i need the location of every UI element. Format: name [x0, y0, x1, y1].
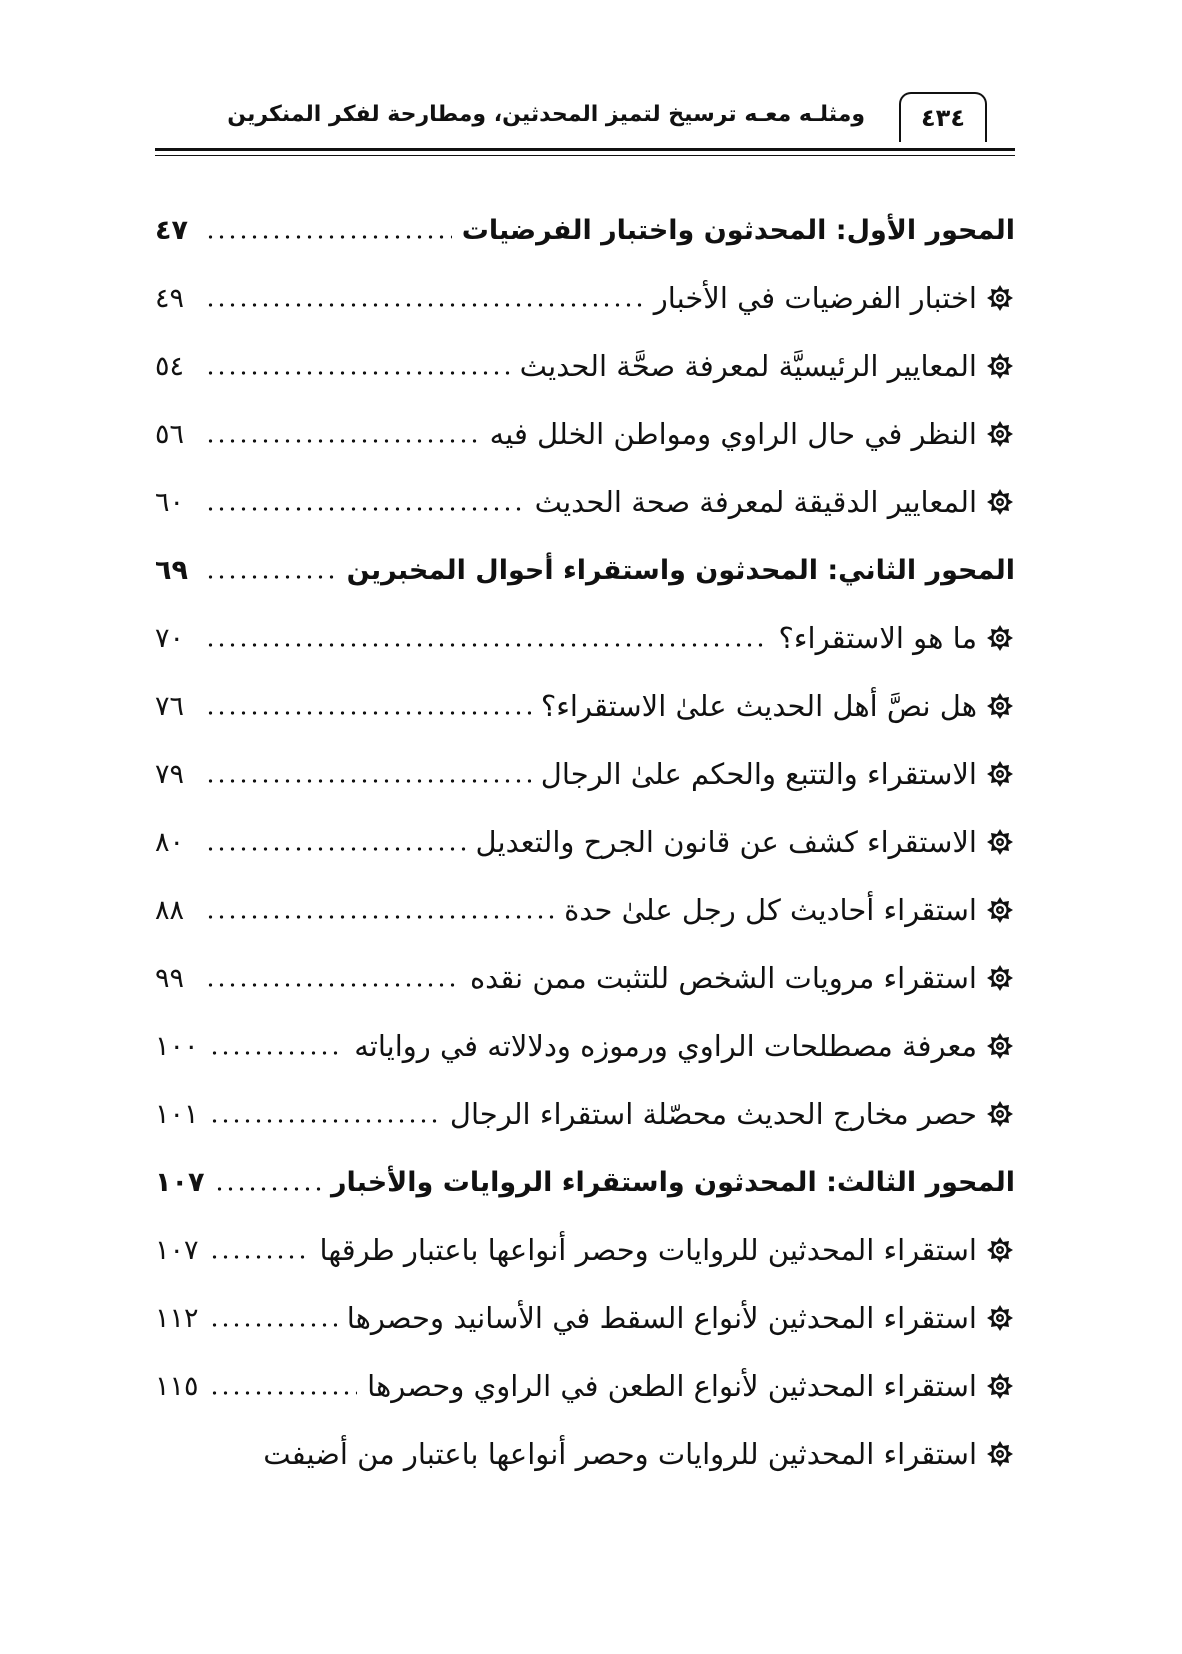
ornament-bullet-icon: [985, 351, 1015, 381]
toc-entry-title: استقراء أحاديث كل رجل علىٰ حدة: [564, 892, 977, 927]
toc-entry: [155, 876, 1015, 944]
toc-entry: [155, 1080, 1015, 1148]
toc-entry-title: استقراء المحدثين للروايات وحصر أنواعها باعتبار من أضيفت: [263, 1436, 977, 1471]
header-rule-thin: [155, 155, 1015, 156]
toc-entry: [155, 604, 1015, 672]
running-title: ومثلـه معـه ترسيخ لتميز المحدثين، ومطارحة لفكر المنكرين: [227, 102, 865, 127]
toc-page-number: ١١٥: [155, 1370, 199, 1402]
toc-entry: [155, 1420, 1015, 1488]
toc-entry: [155, 808, 1015, 876]
dot-leader: [205, 845, 466, 853]
page-number: ٤٣٤: [899, 92, 987, 142]
dot-leader: [205, 505, 525, 513]
toc-section-heading: [155, 536, 1015, 604]
toc-page-number: ٩٩: [155, 962, 185, 994]
toc-entry-title: هل نصَّ أهل الحديث علىٰ الاستقراء؟: [540, 688, 977, 723]
toc-entry: [155, 1284, 1015, 1352]
toc-entry-title: ما هو الاستقراء؟: [778, 620, 977, 655]
ornament-bullet-icon: [985, 1303, 1015, 1333]
ornament-bullet-icon: [985, 963, 1015, 993]
toc-page-number: ١٠١: [155, 1098, 199, 1130]
page-header: [155, 92, 1015, 152]
ornament-bullet-icon: [985, 623, 1015, 653]
toc-page-number: ٧٩: [155, 758, 185, 790]
toc-page-number: ١١٢: [155, 1302, 199, 1334]
ornament-bullet-icon: [985, 691, 1015, 721]
toc-page-number: ٨٨: [155, 894, 185, 926]
dot-leader: [205, 777, 531, 785]
toc-entry-title: النظر في حال الراوي ومواطن الخلل فيه: [489, 416, 977, 451]
ornament-bullet-icon: [985, 283, 1015, 313]
dot-leader: [205, 437, 480, 445]
toc-page-number: ٨٠: [155, 826, 185, 858]
toc-page-number: ٥٤: [155, 350, 185, 382]
toc-page-number: ٦٩: [155, 554, 188, 586]
dot-leader: [205, 981, 460, 989]
toc-page-number: ٧٠: [155, 622, 185, 654]
toc-entry: [155, 672, 1015, 740]
dot-leader: [214, 1185, 321, 1193]
toc-page-number: ١٠٧: [155, 1234, 199, 1266]
toc-entry-title: المعايير الدقيقة لمعرفة صحة الحديث: [534, 484, 977, 519]
toc-page-number: ٤٧: [155, 214, 188, 246]
toc-entry-title: استقراء مرويات الشخص للتثبت ممن نقده: [469, 960, 977, 995]
dot-leader: [209, 1253, 310, 1261]
toc-entry-title: اختبار الفرضيات في الأخبار: [653, 280, 977, 315]
dot-leader: [209, 1389, 358, 1397]
toc-entry: [155, 944, 1015, 1012]
toc-entry-title: حصر مخارج الحديث محصّلة استقراء الرجال: [449, 1096, 977, 1131]
toc-entry-title: الاستقراء كشف عن قانون الجرح والتعديل: [475, 824, 977, 859]
header-rule-thick: [155, 148, 1015, 151]
dot-leader: [205, 369, 510, 377]
toc-entry: [155, 400, 1015, 468]
toc-entry: [155, 740, 1015, 808]
toc-entry-title: الاستقراء والتتبع والحكم علىٰ الرجال: [540, 756, 977, 791]
toc-entry-title: استقراء المحدثين لأنواع الطعن في الراوي وحصرها: [367, 1368, 977, 1403]
toc-page-number: ١٠٧: [155, 1166, 205, 1198]
toc-entry-title: المحور الثالث: المحدثون واستقراء الروايات والأخبار: [331, 1166, 1015, 1198]
dot-leader: [209, 1321, 337, 1329]
dot-leader: [205, 641, 769, 649]
toc-section-heading: [155, 1148, 1015, 1216]
toc-entry: [155, 332, 1015, 400]
toc-entry: [155, 468, 1015, 536]
ornament-bullet-icon: [985, 1371, 1015, 1401]
dot-leader: [205, 301, 644, 309]
toc-entry-title: استقراء المحدثين لأنواع السقط في الأسانيد وحصرها: [346, 1300, 977, 1335]
ornament-bullet-icon: [985, 1099, 1015, 1129]
toc-entry-title: استقراء المحدثين للروايات وحصر أنواعها باعتبار طرقها: [319, 1232, 977, 1267]
toc-entry-title: المعايير الرئيسيَّة لمعرفة صحَّة الحديث: [519, 348, 977, 383]
toc-page-number: ١٠٠: [155, 1030, 199, 1062]
dot-leader: [205, 573, 337, 581]
toc-entry: [155, 1012, 1015, 1080]
toc-entry-title: المحور الأول: المحدثون واختبار الفرضيات: [461, 214, 1015, 246]
ornament-bullet-icon: [985, 895, 1015, 925]
toc-entry: [155, 1352, 1015, 1420]
table-of-contents: [155, 196, 1015, 1488]
ornament-bullet-icon: [985, 419, 1015, 449]
dot-leader: [205, 913, 554, 921]
toc-section-heading: [155, 196, 1015, 264]
ornament-bullet-icon: [985, 487, 1015, 517]
ornament-bullet-icon: [985, 827, 1015, 857]
toc-page-number: ٥٦: [155, 418, 185, 450]
toc-page-number: ٧٦: [155, 690, 185, 722]
toc-page-number: ٦٠: [155, 486, 185, 518]
dot-leader: [205, 233, 452, 241]
toc-entry: [155, 264, 1015, 332]
toc-entry-title: المحور الثاني: المحدثون واستقراء أحوال المخبرين: [346, 554, 1015, 586]
ornament-bullet-icon: [985, 1031, 1015, 1061]
toc-entry: [155, 1216, 1015, 1284]
dot-leader: [209, 1117, 440, 1125]
dot-leader: [205, 709, 531, 717]
ornament-bullet-icon: [985, 1439, 1015, 1469]
ornament-bullet-icon: [985, 759, 1015, 789]
ornament-bullet-icon: [985, 1235, 1015, 1265]
toc-entry-title: معرفة مصطلحات الراوي ورموزه ودلالاته في رواياته: [354, 1028, 977, 1063]
toc-page-number: ٤٩: [155, 282, 185, 314]
dot-leader: [209, 1049, 345, 1057]
